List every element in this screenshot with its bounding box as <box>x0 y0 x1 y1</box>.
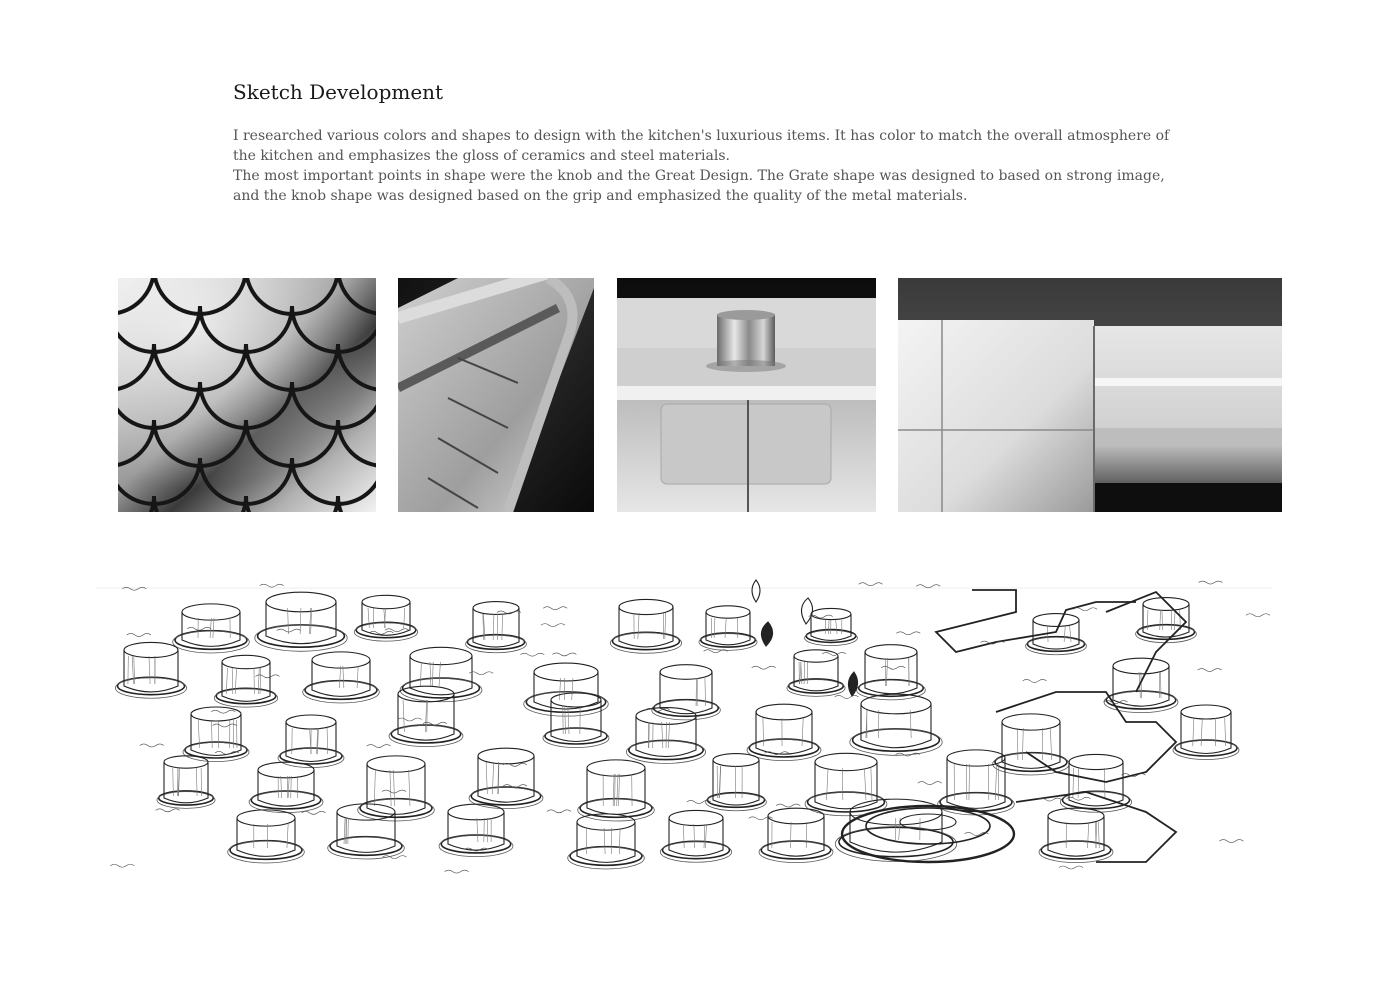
knob-sketch-collection <box>96 572 1272 882</box>
page-title: Sketch Development <box>233 80 444 104</box>
description-paragraph-1: I researched various colors and shapes to design with the kitchen's luxurious items. It has color to match the overall atmosphere of the kitchen and emphasizes the gloss of ceramics and steel materials. <box>233 128 1170 164</box>
steel-scale-tile-photo <box>118 278 376 512</box>
white-kitchen-cabinet-photo <box>898 278 1282 512</box>
description-paragraph-2: The most important points in shape were the knob and the Great Design. The Grate shape was designed to based on strong image, and the knob shape was designed based on the grip and emphasized the quality of the metal materials. <box>233 168 1165 204</box>
cylindrical-knob-photo <box>617 278 876 512</box>
description-block <box>233 126 1183 206</box>
curved-metal-grate-photo <box>398 278 594 512</box>
